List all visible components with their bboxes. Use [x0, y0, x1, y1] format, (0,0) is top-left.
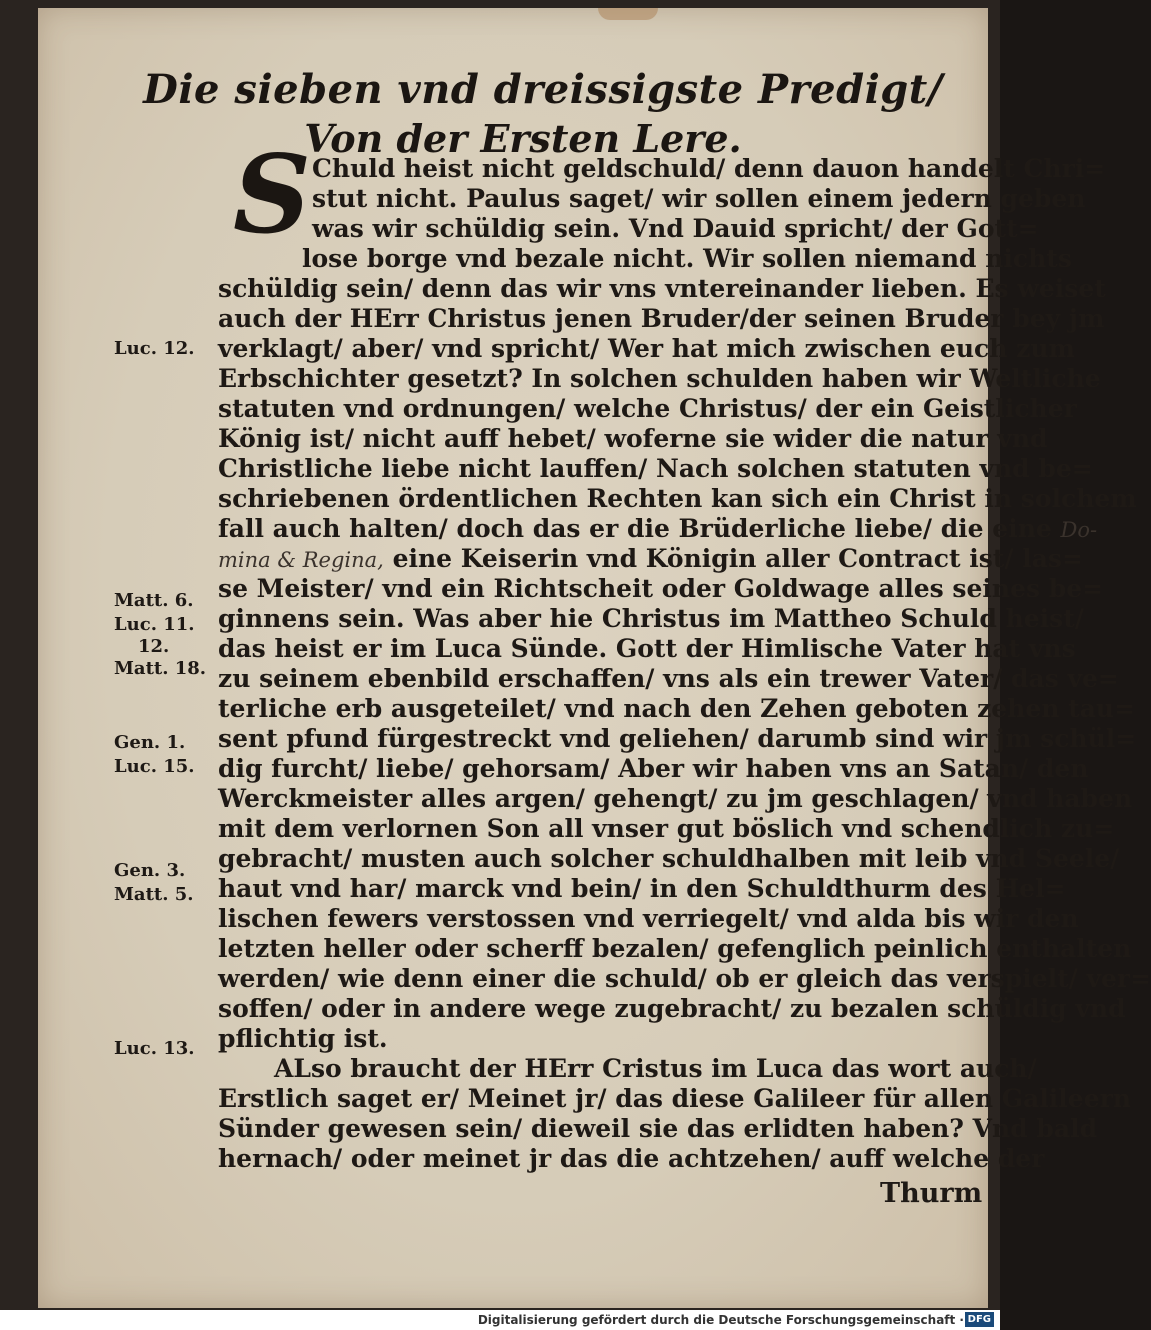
text-line: haut vnd har/ marck vnd bein/ in den Schuldthurm des Hel= [218, 874, 1066, 903]
text-line: se Meister/ vnd ein Richtscheit oder Goldwage alles seines be= [218, 574, 1104, 603]
margin-note: Gen. 1. [114, 732, 186, 753]
footer-bar [0, 1310, 1000, 1330]
text-line-segment: eine Keiserin vnd Königin aller Contract ist/ las= [392, 544, 1083, 573]
footer-credit: Digitalisierung gefördert durch die Deutsche Forschungsgemeinschaft · [477, 1313, 964, 1327]
margin-note: Luc. 13. [114, 1038, 195, 1059]
text-line: terliche erb ausgeteilet/ vnd nach den Zehen geboten zehen tau= [218, 694, 1136, 723]
text-line: das heist er im Luca Sünde. Gott der Himlische Vater hat vns [218, 634, 1076, 663]
sermon-subtitle: Von der Ersten Lere. [304, 116, 742, 161]
margin-note: Matt. 5. [114, 884, 194, 905]
text-line: gebracht/ musten auch solcher schuldhalben mit leib vnd Seele/ [218, 844, 1120, 873]
text-line: Erbschichter gesetzt? In solchen schulden haben wir Weltliche [218, 364, 1101, 393]
text-line: was wir schüldig sein. Vnd Dauid spricht/ der Gott= [312, 214, 1039, 243]
latin-phrase: mina & Regina, [218, 548, 384, 572]
paragraph-first-line: ALso braucht der HErr Cristus im Luca das wort auch/ [274, 1054, 1037, 1083]
margin-note: Matt. 6. [114, 590, 194, 611]
text-line: auch der HErr Christus jenen Bruder/der seinen Bruder bey jm [218, 304, 1105, 333]
text-line: dig furcht/ liebe/ gehorsam/ Aber wir haben vns an Satan/ den [218, 754, 1089, 783]
text-line: verklagt/ aber/ vnd spricht/ Wer hat mich zwischen euch zum [218, 334, 1075, 363]
text-line: Christliche liebe nicht lauffen/ Nach solchen statuten vnd be= [218, 454, 1093, 483]
page-stain [598, 8, 658, 20]
text-line: werden/ wie denn einer die schuld/ ob er gleich das verspielt/ ver= [218, 964, 1151, 993]
text-line: sent pfund fürgestreckt vnd geliehen/ darumb sind wir jm schül= [218, 724, 1137, 753]
margin-note: Luc. 15. [114, 756, 195, 777]
text-line: letzten heller oder scherff bezalen/ gefenglich peinlich enthalten [218, 934, 1132, 963]
text-line: ginnens sein. Was aber hie Christus im Mattheo Schuld heist/ [218, 604, 1084, 633]
text-line: lose borge vnd bezale nicht. Wir sollen niemand nichts [302, 244, 1072, 273]
margin-note: Luc. 12. [114, 338, 195, 359]
text-line: Erstlich saget er/ Meinet jr/ das diese Galileer für allen Galileern [218, 1084, 1131, 1113]
book-page [38, 8, 1151, 1308]
text-line: Werckmeister alles argen/ gehengt/ zu jm geschlagen/ vnd haben [218, 784, 1133, 813]
text-line-segment: fall auch halten/ doch das er die Brüderliche liebe/ die eine [218, 514, 1052, 543]
text-line: schriebenen ördentlichen Rechten kan sich ein Christ in solchem [218, 484, 1137, 513]
text-line: lischen fewers verstossen vnd verriegelt/ vnd alda bis wir den [218, 904, 1079, 933]
margin-note: 12. [138, 636, 170, 657]
text-line [218, 514, 1097, 545]
text-line: schüldig sein/ denn das wir vns vntereinander lieben. Es weiset [218, 274, 1106, 303]
sermon-title: Die sieben vnd dreissigste Predigt/ [143, 66, 943, 113]
text-line: hernach/ oder meinet jr das die achtzehen/ auff welche der [218, 1144, 1045, 1173]
text-line: Chuld heist nicht geldschuld/ denn dauon handelt Chri= [312, 154, 1106, 183]
margin-note: Luc. 11. [114, 614, 195, 635]
margin-note: Matt. 18. [114, 658, 207, 679]
text-line: stut nicht. Paulus saget/ wir sollen einem jedern geben [312, 184, 1086, 213]
text-line: soffen/ oder in andere wege zugebracht/ zu bezalen schüldig vnd [218, 994, 1126, 1023]
catchword: Thurm [880, 1178, 983, 1209]
text-line: König ist/ nicht auff hebet/ woferne sie wider die natur vnd [218, 424, 1048, 453]
decorated-initial: S [233, 132, 311, 258]
text-line: Sünder gewesen sein/ dieweil sie das erlidten haben? Vnd bald [218, 1114, 1098, 1143]
text-line: zu seinem ebenbild erschaffen/ vns als ein trewer Vater/ das ve= [218, 664, 1119, 693]
latin-phrase: Do- [1060, 518, 1098, 542]
margin-note: Gen. 3. [114, 860, 186, 881]
dfg-logo: DFG [965, 1312, 994, 1327]
text-line [218, 544, 1083, 575]
text-line: pflichtig ist. [218, 1024, 388, 1053]
text-line: mit dem verlornen Son all vnser gut böslich vnd schendlich zu= [218, 814, 1115, 843]
text-line: statuten vnd ordnungen/ welche Christus/ der ein Geistlicher [218, 394, 1077, 423]
